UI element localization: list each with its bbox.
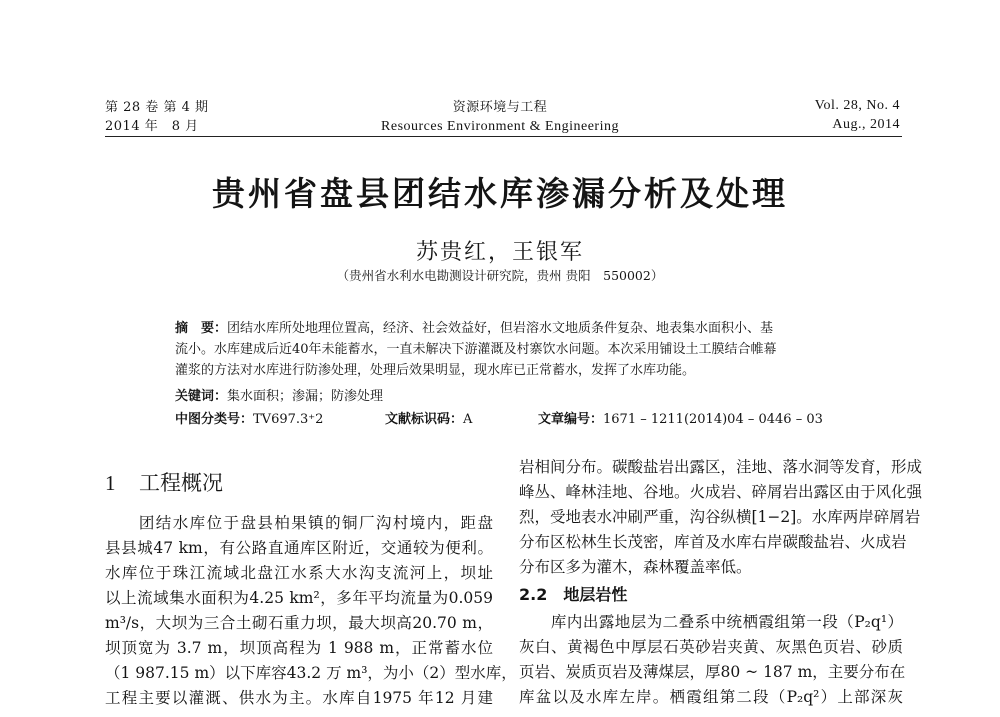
right-paragraph-2 xyxy=(519,610,906,710)
abstract-line: 灌浆的方法对水库进行防渗处理，处理后效果明显，现水库已正常蓄水，发挥了水库功能。 xyxy=(175,363,696,378)
text-line: 县县城47 km，有公路直通库区附近，交通较为便利。 xyxy=(105,539,493,557)
abstract-line: 团结水库所处地理位置高，经济、社会效益好，但岩溶水文地质条件复杂、地表集水面积小、基 xyxy=(227,321,774,336)
keywords-label: 关键词： xyxy=(175,389,228,404)
journal-volume-issue: 第 28 卷 第 4 期 xyxy=(105,100,209,115)
text-line: 团结水库位于盘县柏果镇的铜厂沟村境内，距盘 xyxy=(105,514,493,532)
text-line: 坝顶宽为 3.7 m，坝顶高程为 1 988 m，正常蓄水位 xyxy=(105,639,493,657)
section-heading xyxy=(105,470,223,496)
right-paragraph-1 xyxy=(519,455,923,580)
article-number xyxy=(538,411,823,428)
section-title: 工程概况 xyxy=(139,471,223,495)
journal-name-cn: 资源环境与工程 xyxy=(452,100,548,115)
text-line: 水库位于珠江流域北盘江水系大水沟支流河上，坝址 xyxy=(105,564,493,582)
authors: 苏贵红，王银军 xyxy=(415,240,584,265)
text-line: 岩相间分布。碳酸盐岩出露区，洼地、落水洞等发育，形成 xyxy=(519,458,923,476)
affiliation: （贵州省水利水电勘测设计研究院，贵州 贵阳 550002） xyxy=(336,268,664,283)
doc-code-value: A xyxy=(463,412,473,427)
doc-code-label: 文献标识码： xyxy=(385,412,464,427)
text-line: 库盆以及水库左岸。栖霞组第二段（P₂q²）上部深灰 xyxy=(519,688,903,706)
keywords-value: 集水面积；渗漏；防渗处理 xyxy=(227,389,384,404)
text-line: 页岩、炭质页岩及薄煤层，厚80 ~ 187 m，主要分布在 xyxy=(519,663,906,681)
text-line: 以上流域集水面积为4.25 km²，多年平均流量为0.059 xyxy=(105,589,493,607)
text-line: 灰白、黄褐色中厚层石英砂岩夹黄、灰黑色页岩、砂质 xyxy=(519,638,903,656)
text-line: 烈，受地表水冲刷严重，沟谷纵横[1−2]。水库两岸碎屑岩 xyxy=(519,508,921,526)
text-line: 分布区多为灌木，森林覆盖率低。 xyxy=(519,558,752,576)
text-line: 库内出露地层为二叠系中统栖霞组第一段（P₂q¹） xyxy=(519,613,903,631)
header-rule xyxy=(105,136,902,137)
doc-code xyxy=(385,411,472,428)
classification-label: 中图分类号： xyxy=(175,412,254,427)
text-line: 分布区松林生长茂密，库首及水库右岸碳酸盐岩、火成岩 xyxy=(519,533,907,551)
text-line: m³/s，大坝为三合土砌石重力坝，最大坝高20.70 m， xyxy=(105,614,493,632)
journal-vol-en: Vol. 28, No. 4 xyxy=(814,98,900,113)
journal-date: 2014 年 8 月 xyxy=(105,119,199,134)
text-line: 工程主要以灌溉、供水为主。水库自1975 年12 月建 xyxy=(105,689,493,707)
journal-name-en: Resources Environment & Engineering xyxy=(381,119,619,134)
classification xyxy=(175,411,323,428)
subsection-heading: 2.2 地层岩性 xyxy=(519,585,628,604)
paper-title: 贵州省盘县团结水库渗漏分析及处理 xyxy=(212,174,788,213)
journal-date-en: Aug., 2014 xyxy=(832,117,900,132)
abstract xyxy=(175,318,835,381)
abstract-line: 流小。水库建成后近40年未能蓄水，一直未解决下游灌溉及村寨饮水问题。本次采用铺设土工膜结合帷幕 xyxy=(175,342,777,357)
article-number-value: 1671 – 1211(2014)04 – 0446 – 03 xyxy=(603,412,823,427)
text-line: 峰丛、峰林洼地、谷地。火成岩、碎屑岩出露区由于风化强 xyxy=(519,483,923,501)
classification-value: TV697.3⁺2 xyxy=(253,412,324,427)
section-number: 1 xyxy=(105,471,116,495)
text-line: （1 987.15 m）以下库容43.2 万 m³，为小（2）型水库， xyxy=(105,664,517,682)
left-paragraph xyxy=(105,511,517,711)
keywords xyxy=(175,388,383,405)
article-number-label: 文章编号： xyxy=(538,412,604,427)
abstract-label: 摘 要： xyxy=(175,321,228,336)
